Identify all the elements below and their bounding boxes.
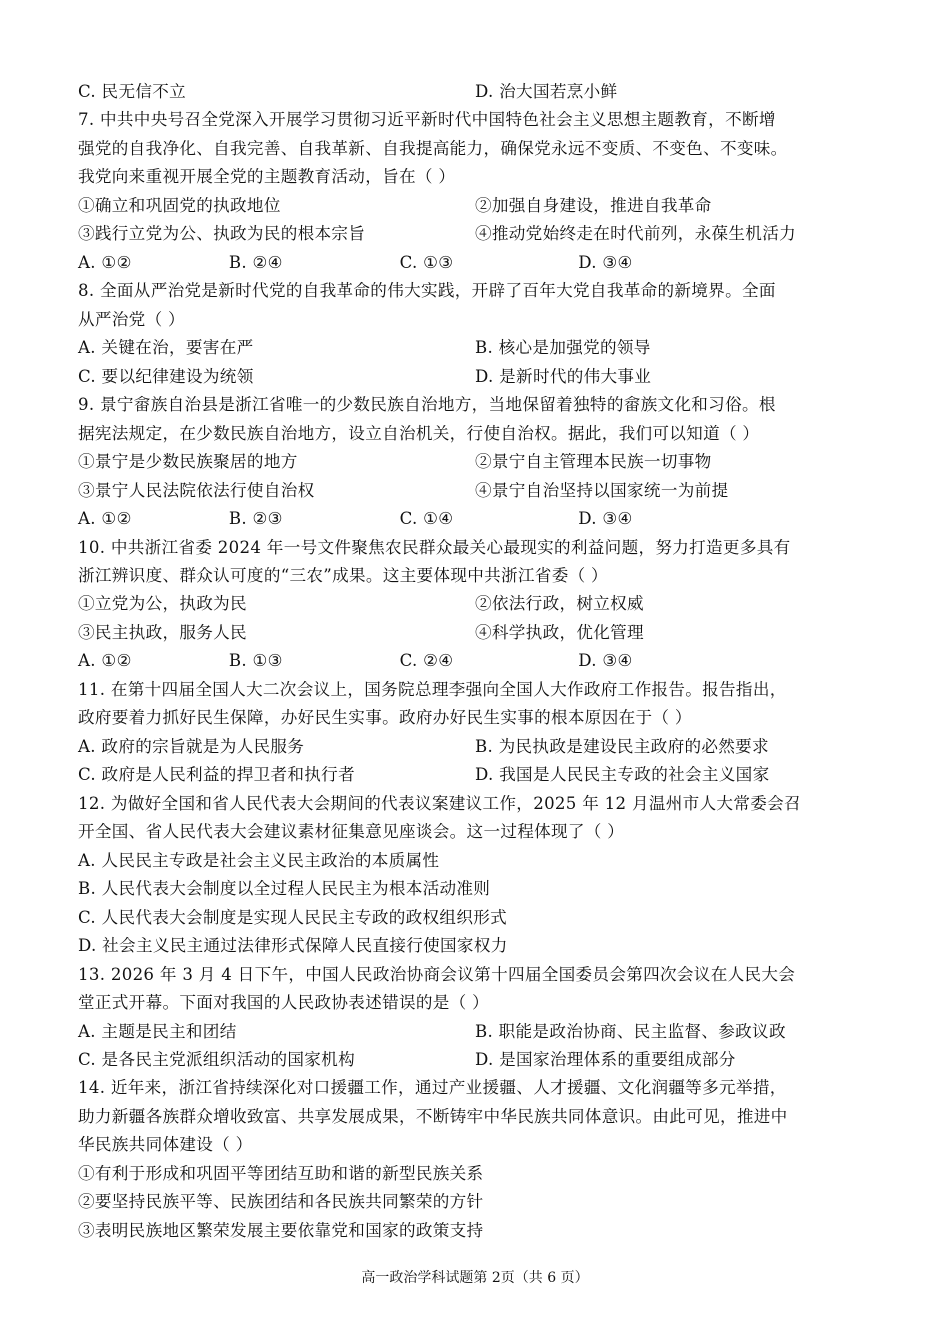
option-text: C. 是各民主党派组织活动的国家机构 (78, 1049, 355, 1069)
option-text: ①确立和巩固党的执政地位 (78, 195, 281, 215)
text-line: D. 社会主义民主通过法律形式保障人民直接行使国家权力 (78, 936, 508, 956)
option-text: ②依法行政，树立权威 (475, 594, 644, 614)
option-text: ③民主执政，服务人民 (78, 622, 247, 642)
text-line: 浙江辨识度、群众认可度的“三农”成果。这主要体现中共浙江省委（ ） (78, 565, 608, 585)
option-text: A. 主题是民主和团结 (78, 1021, 237, 1041)
option-text: C. 政府是人民利益的捍卫者和执行者 (78, 765, 355, 785)
options-row (78, 448, 872, 476)
options-row (78, 733, 872, 761)
options-row (78, 761, 872, 789)
options-row (78, 220, 872, 248)
options-row (78, 505, 872, 533)
text-line: ③表明民族地区繁荣发展主要依靠党和国家的政策支持 (78, 1220, 484, 1240)
option-text: ②加强自身建设，推进自我革命 (475, 195, 712, 215)
text-line: B. 人民代表大会制度以全过程人民民主为根本活动准则 (78, 879, 491, 899)
text-line: 12. 为做好全国和省人民代表大会期间的代表议案建议工作，2025 年 12 月温州市人大常委会召 (78, 793, 801, 813)
option-text: D. 是新时代的伟大事业 (475, 366, 652, 386)
text-line: 10. 中共浙江省委 2024 年一号文件聚焦农民群众最关心最现实的利益问题，努力打造更多具有 (78, 537, 791, 557)
option-text: D. 我国是人民民主专政的社会主义国家 (475, 765, 770, 785)
text-line: ②要坚持民族平等、民族团结和各民族共同繁荣的方针 (78, 1192, 484, 1212)
options-row (78, 1018, 872, 1046)
option-text: C. 民无信不立 (78, 82, 187, 101)
option-text: ③景宁人民法院依法行使自治权 (78, 480, 315, 500)
text-line: 13. 2026 年 3 月 4 日下午，中国人民政治协商会议第十四届全国委员会第四次会议在人民大会 (78, 964, 796, 984)
option-text: ④推动党始终走在时代前列，永葆生机活力 (475, 224, 796, 244)
option-text: A. ①② (78, 252, 132, 272)
options-row (78, 334, 872, 362)
option-text: B. ①③ (228, 651, 283, 671)
option-text: B. ②③ (228, 509, 283, 529)
options-row (78, 477, 872, 505)
text-line: 14. 近年来，浙江省持续深化对口援疆工作，通过产业援疆、人才援疆、文化润疆等多元举措， (78, 1078, 787, 1098)
options-row (78, 590, 872, 618)
option-text: B. ②④ (228, 252, 283, 272)
option-text: C. ①③ (399, 252, 454, 272)
text-line: 我党向来重视开展全党的主题教育活动，旨在（ ） (78, 167, 456, 187)
options-row (78, 619, 872, 647)
text-line: 开全国、省人民代表大会建议素材征集意见座谈会。这一过程体现了（ ） (78, 822, 625, 842)
text-line: 华民族共同体建设（ ） (78, 1135, 253, 1155)
option-text: A. 关键在治，要害在严 (78, 338, 254, 358)
option-text: B. 核心是加强党的领导 (475, 338, 651, 358)
options-row (78, 249, 872, 277)
options-row (78, 192, 872, 220)
text-line: 7. 中共中央号召全党深入开展学习贯彻习近平新时代中国特色社会主义思想主题教育，不断增 (78, 110, 776, 130)
option-text: ②景宁自主管理本民族一切事物 (475, 452, 712, 472)
options-row (78, 1046, 872, 1074)
option-text: D. 治大国若烹小鲜 (475, 82, 618, 101)
option-text: C. ①④ (399, 509, 454, 529)
text-line: 政府要着力抓好民生保障，办好民生实事。政府办好民生实事的根本原因在于（ ） (78, 708, 692, 728)
option-text: A. ①② (78, 651, 132, 671)
options-row (78, 78, 872, 106)
text-line: 助力新疆各族群众增收致富、共享发展成果，不断铸牢中华民族共同体意识。由此可见，推进中 (78, 1106, 788, 1126)
option-text: B. 职能是政治协商、民主监督、参政议政 (475, 1021, 786, 1041)
text-line: 从严治党（ ） (78, 309, 185, 329)
text-line: C. 人民代表大会制度是实现人民民主专政的政权组织形式 (78, 907, 508, 927)
text-line: 堂正式开幕。下面对我国的人民政协表述错误的是（ ） (78, 993, 490, 1013)
text-line: 强党的自我净化、自我完善、自我革新、自我提高能力，确保党永远不变质、不变色、不变味。 (78, 138, 788, 158)
option-text: D. ③④ (578, 252, 633, 272)
text-line: A. 人民民主专政是社会主义民主政治的本质属性 (78, 850, 440, 870)
text-line: 9. 景宁畲族自治县是浙江省唯一的少数民族自治地方，当地保留着独特的畲族文化和习俗。根 (78, 395, 776, 415)
page-footer: 高一政治学科试题第 2页（共 6 页） (361, 1270, 589, 1286)
option-text: ④科学执政，优化管理 (475, 622, 644, 642)
option-text: C. ②④ (399, 651, 454, 671)
option-text: D. ③④ (578, 509, 633, 529)
text-line: ①有利于形成和巩固平等团结互助和谐的新型民族关系 (78, 1163, 484, 1183)
option-text: ④景宁自治坚持以国家统一为前提 (475, 480, 729, 500)
options-row (78, 363, 872, 391)
option-text: D. 是国家治理体系的重要组成部分 (475, 1049, 736, 1069)
option-text: A. ①② (78, 509, 132, 529)
option-text: C. 要以纪律建设为统领 (78, 366, 254, 386)
option-text: A. 政府的宗旨就是为人民服务 (78, 736, 305, 756)
text-line: 据宪法规定，在少数民族自治地方，设立自治机关，行使自治权。据此，我们可以知道（ ） (78, 423, 760, 443)
option-text: B. 为民执政是建设民主政府的必然要求 (475, 736, 769, 756)
option-text: D. ③④ (578, 651, 633, 671)
text-line: 11. 在第十四届全国人大二次会议上，国务院总理李强向全国人大作政府工作报告。报告指出， (78, 679, 787, 699)
option-text: ①景宁是少数民族聚居的地方 (78, 452, 298, 472)
options-row (78, 647, 872, 675)
text-line: 8. 全面从严治党是新时代党的自我革命的伟大实践，开辟了百年大党自我革命的新境界。全面 (78, 281, 776, 301)
option-text: ③践行立党为公、执政为民的根本宗旨 (78, 224, 366, 244)
option-text: ①立党为公，执政为民 (78, 594, 247, 614)
